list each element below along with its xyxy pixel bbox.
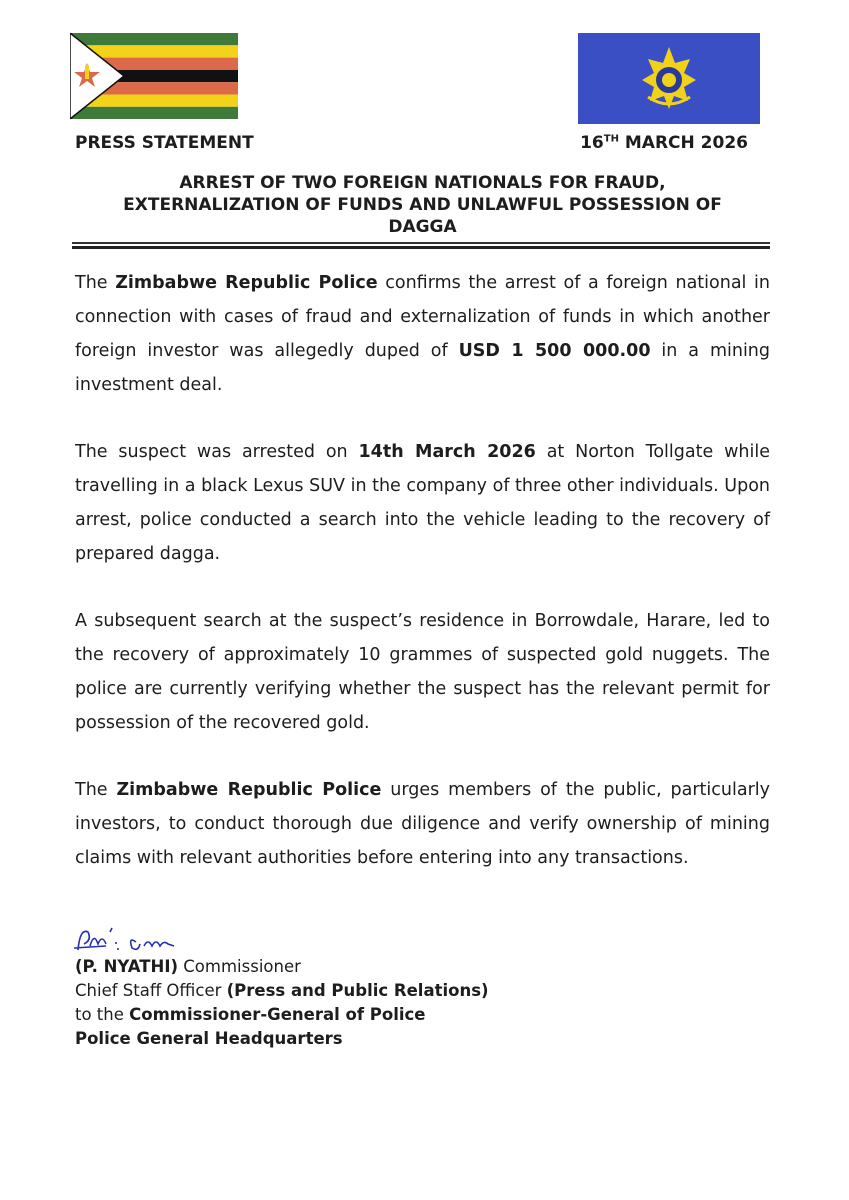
signatory-line <box>75 955 489 979</box>
paragraph <box>75 266 770 402</box>
text-segment: connection with cases of fraud and externalization of funds in which another <box>75 307 770 327</box>
paragraph-line <box>75 368 770 402</box>
text-segment: investment deal. <box>75 375 223 395</box>
text-segment: The suspect was arrested on <box>75 442 359 462</box>
paragraph-line <box>75 706 770 740</box>
headquarters-line <box>75 1027 489 1051</box>
paragraph <box>75 773 770 875</box>
paragraph <box>75 604 770 740</box>
text-segment: investors, to conduct thorough due diligence and verify ownership of mining <box>75 814 770 834</box>
statement-title <box>75 172 770 238</box>
text-segment: confirms the arrest of a foreign national in <box>377 273 770 293</box>
paragraph-line <box>75 638 770 672</box>
zimbabwe-flag-icon <box>70 33 238 119</box>
signatory-name: (P. NYATHI) <box>75 957 179 976</box>
text-segment: at Norton Tollgate while <box>535 442 770 462</box>
emphasis-text: 14th March 2026 <box>358 442 536 462</box>
signatory-title-line <box>75 979 489 1003</box>
text-segment: possession of the recovered gold. <box>75 713 370 733</box>
date-suffix: TH <box>603 133 619 145</box>
paragraph-line <box>75 604 770 638</box>
text-segment: urges members of the public, particularly <box>381 780 770 800</box>
text-segment: claims with relevant authorities before entering into any transactions. <box>75 848 689 868</box>
divider <box>72 246 770 249</box>
paragraph-line <box>75 807 770 841</box>
office-name: Commissioner-General of Police <box>129 1005 426 1024</box>
paragraph-line <box>75 672 770 706</box>
signatory-department: (Press and Public Relations) <box>226 981 489 1000</box>
emphasis-text: USD 1 500 000.00 <box>458 341 651 361</box>
emphasis-text: Zimbabwe Republic Police <box>116 780 382 800</box>
paragraph-line <box>75 469 770 503</box>
signatory-rank: Commissioner <box>178 957 301 976</box>
paragraph <box>75 435 770 571</box>
police-emblem <box>578 33 760 124</box>
text-segment: prepared dagga. <box>75 544 221 564</box>
signatory-office-line <box>75 1003 489 1027</box>
paragraph-line <box>75 334 770 368</box>
statement-body <box>75 266 770 908</box>
text-segment: foreign investor was allegedly duped of <box>75 341 459 361</box>
title-line: DAGGA <box>388 217 457 237</box>
date-day: 16 <box>580 133 604 153</box>
headquarters: Police General Headquarters <box>75 1029 343 1048</box>
title-line: EXTERNALIZATION OF FUNDS AND UNLAWFUL POSSESSION OF <box>123 195 722 215</box>
paragraph-line <box>75 435 770 469</box>
press-statement-label: PRESS STATEMENT <box>75 133 254 153</box>
office-prefix: to the <box>75 1005 130 1024</box>
handwritten-signature <box>66 918 236 958</box>
paragraph-line <box>75 773 770 807</box>
paragraph-line <box>75 266 770 300</box>
emphasis-text: Zimbabwe Republic Police <box>115 273 378 293</box>
divider <box>72 242 770 244</box>
paragraph-line <box>75 300 770 334</box>
date-month-year: MARCH 2026 <box>618 133 748 153</box>
paragraph-line <box>75 841 770 875</box>
paragraph-line <box>75 503 770 537</box>
text-segment: The <box>75 780 117 800</box>
text-segment: in a mining <box>650 341 771 361</box>
paragraph-line <box>75 537 770 571</box>
text-segment: A subsequent search at the suspect’s residence in Borrowdale, Harare, led to <box>75 611 770 631</box>
text-segment: travelling in a black Lexus SUV in the company of three other individuals. Upon <box>75 476 770 496</box>
text-segment: police are currently verifying whether the suspect has the relevant permit for <box>75 679 770 699</box>
statement-date <box>580 133 748 153</box>
signature-block <box>75 955 489 1051</box>
police-badge-icon <box>578 33 760 124</box>
text-segment: the recovery of approximately 10 grammes of suspected gold nuggets. The <box>75 645 770 665</box>
title-line: ARREST OF TWO FOREIGN NATIONALS FOR FRAUD, <box>179 173 666 193</box>
signatory-title: Chief Staff Officer <box>75 981 227 1000</box>
text-segment: The <box>75 273 116 293</box>
text-segment: arrest, police conducted a search into the vehicle leading to the recovery of <box>75 510 770 530</box>
